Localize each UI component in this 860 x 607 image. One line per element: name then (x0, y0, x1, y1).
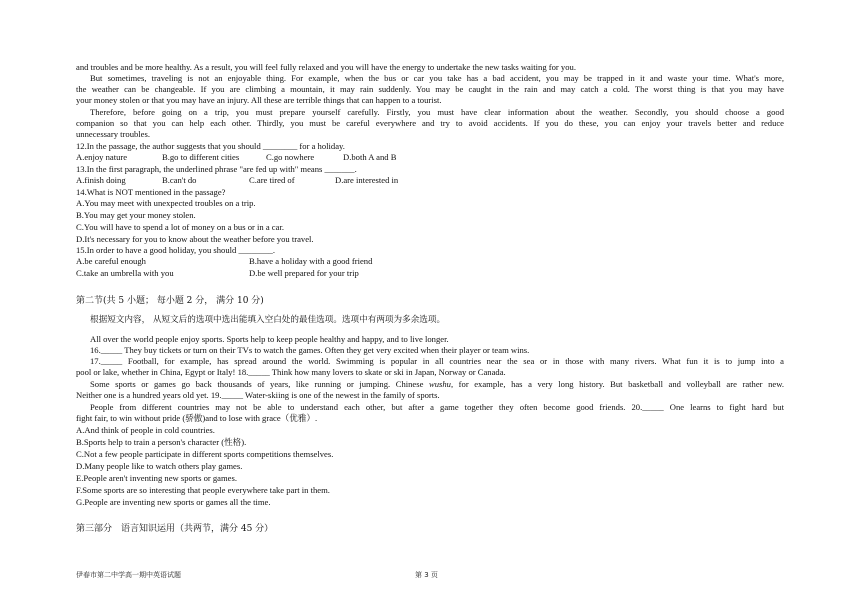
cloze-line: People from different countries may not be able to understand each other, but after a game together they often become good friends. 20._____ One learns to fight hard but (90, 402, 784, 412)
question-13: 13.In the first paragraph, the underlined phrase "are fed up with" means _______. (76, 164, 357, 174)
passage-line: your money stolen or that you may have an injury. All these are terrible things that can happen to a tourist. (76, 95, 442, 105)
q13-option-a[interactable]: A.finish doing (76, 175, 126, 185)
q15-option-a[interactable]: A.be careful enough (76, 256, 146, 266)
q14-option-c[interactable]: C.You will have to spend a lot of money on a bus or in a car. (76, 222, 284, 232)
question-14: 14.What is NOT mentioned in the passage? (76, 187, 226, 197)
q12-option-c[interactable]: C.go nowhere (266, 152, 315, 162)
passage-line: Therefore, before going on a trip, you must prepare yourself carefully. Firstly, you must have clear information about the weather. Secondly, you should choose a good (90, 107, 784, 117)
q15-option-d[interactable]: D.be well prepared for your trip (249, 268, 359, 278)
section-3-heading: 第三部分 语言知识运用（共两节，满分 45 分） (76, 524, 274, 534)
question-12: 12.In the passage, the author suggests that you should ________ for a holiday. (76, 141, 345, 151)
cloze-line: pool or lake, whether in China, Egypt or Italy! 18._____ Think how many lovers to skate or ski in Japan, Norway or Canada. (76, 367, 506, 377)
question-15: 15.In order to have a good holiday, you should ________. (76, 245, 275, 255)
option-d[interactable]: D.Many people like to watch others play games. (76, 461, 243, 471)
q14-option-b[interactable]: B.You may get your money stolen. (76, 210, 196, 220)
section-2-instruction: 根据短文内容， 从短文后的选项中选出能填入空白处的最佳选项。选项中有两项为多余选项。 (90, 315, 446, 325)
cloze-line: Some sports or games go back thousands of years, like running or jumping. Chinese wushu, for example, has a very long history. But basketball and volleyball are rather new. (90, 379, 784, 389)
option-g[interactable]: G.People are inventing new sports or games all the time. (76, 497, 271, 507)
q14-option-d[interactable]: D.It's necessary for you to know about the weather before you travel. (76, 234, 314, 244)
option-b[interactable]: B.Sports help to train a person's character (性格). (76, 437, 247, 447)
passage-line: But sometimes, traveling is not an enjoyable thing. For example, when the bus or car you take has a bad accident, you may be trapped in it and waste your time. What's more, (90, 73, 784, 83)
passage-line: the weather can be changeable. If you are climbing a mountain, it may rain suddenly. You may be caught in the rain and may catch a cold. The worst thing is that you may have (76, 84, 784, 94)
cloze-line: 16._____ They buy tickets or turn on their TVs to watch the games. Often they get very excited when their player or team wins. (90, 345, 530, 355)
cloze-line: fight fair, to win without pride (骄傲)and to lose with grace（优雅）. (76, 413, 318, 423)
q14-option-a[interactable]: A.You may meet with unexpected troubles on a trip. (76, 198, 256, 208)
footer-page-number: 第 3 页 (415, 571, 438, 579)
cloze-line: 17._____ Football, for example, has spread around the world. Swimming is popular in all countries near the sea or in those with many rivers. What fun it is to jump into a (90, 356, 784, 366)
passage-line: unnecessary troubles. (76, 129, 150, 139)
cloze-line: All over the world people enjoy sports. Sports help to keep people healthy and happy, and to live longer. (90, 334, 449, 344)
passage-line: companion so that you can help each other. Thirdly, you must be careful everywhere and try to avoid accidents. If you do these, you can enjoy your travels better and reduce (76, 118, 784, 128)
footer-school: 伊春市第二中学高一期中英语试题 (76, 571, 181, 579)
q13-option-b[interactable]: B.can't do (162, 175, 197, 185)
q13-option-c[interactable]: C.are tired of (249, 175, 295, 185)
option-c[interactable]: C.Not a few people participate in different sports competitions themselves. (76, 449, 334, 459)
option-f[interactable]: F.Some sports are so interesting that people everywhere take part in them. (76, 485, 330, 495)
q12-option-a[interactable]: A.enjoy nature (76, 152, 128, 162)
passage-line: and troubles and be more healthy. As a result, you will feel fully relaxed and you will have the energy to undertake the new tasks waiting for you. (76, 62, 576, 72)
q15-option-b[interactable]: B.have a holiday with a good friend (249, 256, 373, 266)
section-2-heading: 第二节(共 5 小题； 每小题 2 分， 满分 10 分) (76, 296, 264, 306)
cloze-line: Neither one is a hundred years old yet. 19._____ Water-skiing is one of the newest in the family of sports. (76, 390, 440, 400)
q12-option-b[interactable]: B.go to different cities (162, 152, 240, 162)
option-e[interactable]: E.People aren't inventing new sports or games. (76, 473, 237, 483)
q12-option-d[interactable]: D.both A and B (343, 152, 397, 162)
option-a[interactable]: A.And think of people in cold countries. (76, 425, 215, 435)
q13-option-d[interactable]: D.are interested in (335, 175, 399, 185)
q15-option-c[interactable]: C.take an umbrella with you (76, 268, 174, 278)
